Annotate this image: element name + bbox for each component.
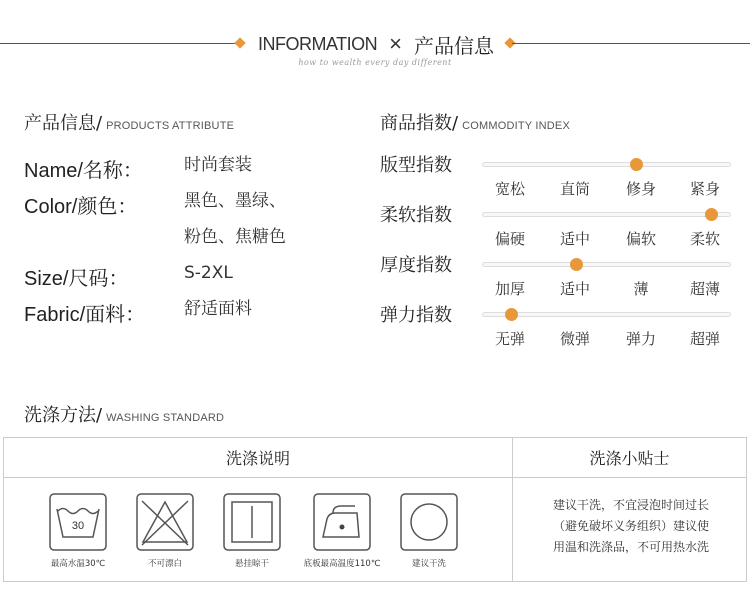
index-option: 修身	[625, 180, 656, 198]
index-option: 加厚	[494, 280, 525, 298]
index-option: 紧身	[689, 180, 720, 198]
index-label: 弹力指数	[380, 305, 452, 326]
page-title	[258, 30, 494, 58]
washing-instructions-header: 洗涤说明	[4, 438, 512, 478]
page-subtitle: how to wealth every day different	[298, 58, 452, 67]
wash-30-icon	[49, 493, 107, 551]
index-option: 弹力	[625, 330, 656, 348]
icon-label: 底板最高温度110℃	[303, 559, 381, 569]
index-option: 柔软	[689, 230, 720, 248]
section-title-en: WASHING STANDARD	[106, 412, 225, 424]
index-option: 偏软	[625, 230, 656, 248]
index-option: 偏硬	[494, 230, 525, 248]
index-label: 柔软指数	[380, 205, 452, 226]
index-option: 超薄	[689, 280, 720, 298]
title-separator: ×	[389, 31, 403, 56]
attr-value: 黑色、墨绿、	[184, 191, 286, 211]
section-title-en: PRODUCTS ATTRIBUTE	[106, 120, 235, 132]
section-title-en: COMMODITY INDEX	[462, 120, 570, 132]
section-title-cn: 洗涤方法/	[24, 405, 103, 426]
index-fit	[380, 151, 740, 201]
index-track	[482, 212, 731, 217]
header-line-left	[0, 43, 237, 44]
icon-label: 建议干洗	[411, 559, 446, 569]
index-option: 宽松	[494, 180, 525, 198]
icon-label: 最高水温30℃	[50, 559, 106, 569]
tip-line: 建议干洗，不宜浸泡时间过长	[552, 498, 709, 512]
tip-line: （避免破坏义务组织）建议使	[552, 519, 709, 533]
index-marker	[705, 208, 718, 221]
attr-value: S-2XL	[184, 263, 233, 283]
attr-label: Size/尺码：	[24, 268, 129, 290]
attr-row-color	[24, 190, 286, 254]
title-en: INFORMATION	[258, 33, 378, 54]
index-track	[482, 162, 731, 167]
wash-temp-value: 30	[71, 520, 85, 532]
index-option: 无弹	[494, 330, 525, 348]
attr-row-fabric	[24, 298, 252, 327]
products-attribute-title	[24, 109, 234, 135]
index-marker	[570, 258, 583, 271]
section-title-cn: 商品指数/	[380, 113, 459, 134]
index-marker	[630, 158, 643, 171]
index-label: 厚度指数	[380, 255, 452, 276]
table-divider	[512, 438, 513, 581]
washing-tips-header: 洗涤小贴士	[513, 438, 746, 478]
washing-tips	[526, 495, 736, 558]
washing-standard-title	[24, 401, 224, 427]
attr-label: Color/颜色：	[24, 196, 138, 218]
dry-clean-icon	[400, 493, 458, 551]
index-option: 微弹	[559, 330, 590, 348]
index-track	[482, 312, 731, 317]
index-option: 适中	[559, 230, 590, 248]
washing-table	[3, 437, 747, 582]
header-line-right	[512, 43, 750, 44]
index-option: 超弹	[689, 330, 720, 348]
diamond-icon	[234, 37, 245, 48]
icon-label: 悬挂晾干	[234, 559, 269, 569]
title-cn: 产品信息	[414, 33, 495, 58]
index-track	[482, 262, 731, 267]
index-elasticity	[380, 301, 740, 351]
index-label: 版型指数	[380, 155, 452, 176]
attr-label: Fabric/面料：	[24, 304, 146, 326]
index-softness	[380, 201, 740, 251]
attr-value: 舒适面料	[184, 299, 252, 319]
hang-dry-icon	[223, 493, 281, 551]
tip-line: 用温和洗涤品，不可用热水洗	[552, 540, 709, 554]
index-option: 直筒	[559, 180, 590, 198]
index-marker	[505, 308, 518, 321]
iron-110-icon	[313, 493, 371, 551]
attr-value: 时尚套装	[184, 155, 252, 175]
icon-label: 不可漂白	[147, 559, 182, 569]
attr-row-name	[24, 154, 252, 183]
no-bleach-icon	[136, 493, 194, 551]
attr-value: 粉色、焦糖色	[184, 227, 286, 247]
index-option: 薄	[633, 280, 649, 298]
commodity-index-title	[380, 109, 570, 135]
section-title-cn: 产品信息/	[24, 113, 103, 134]
index-thickness	[380, 251, 740, 301]
attr-row-size	[24, 262, 233, 291]
attr-label: Name/名称：	[24, 160, 143, 182]
index-option: 适中	[559, 280, 590, 298]
